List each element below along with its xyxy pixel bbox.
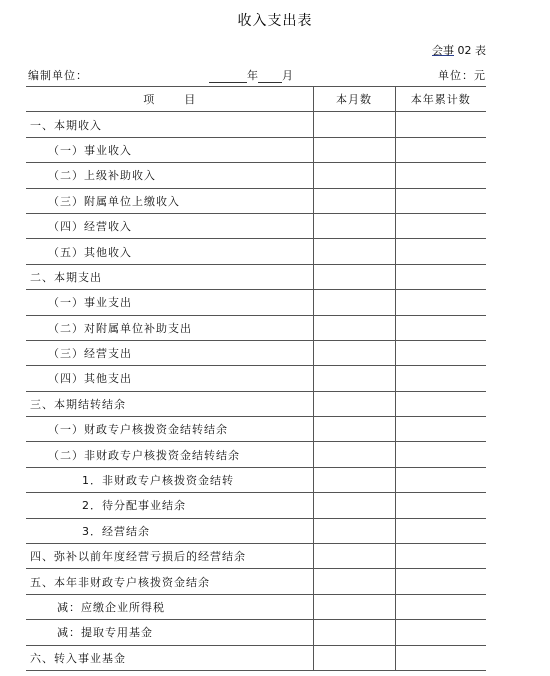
year-total-cell[interactable] <box>395 467 486 492</box>
year-total-cell[interactable] <box>395 112 486 137</box>
table-row <box>26 594 486 619</box>
month-amount-cell[interactable] <box>313 493 395 518</box>
table-row <box>26 137 486 162</box>
month-amount-cell[interactable] <box>313 518 395 543</box>
row-label: 四、弥补以前年度经营亏损后的经营结余 <box>26 544 313 569</box>
month-amount-cell[interactable] <box>313 340 395 365</box>
table-row <box>26 518 486 543</box>
row-label: 3．经营结余 <box>26 518 313 543</box>
year-total-cell[interactable] <box>395 620 486 645</box>
table-header-row <box>26 87 486 112</box>
month-amount-cell[interactable] <box>313 620 395 645</box>
month-amount-cell[interactable] <box>313 544 395 569</box>
table-row <box>26 417 486 442</box>
month-amount-cell[interactable] <box>313 417 395 442</box>
month-amount-cell[interactable] <box>313 442 395 467</box>
table-row <box>26 112 486 137</box>
table-row <box>26 442 486 467</box>
row-label: （四）经营收入 <box>26 213 313 238</box>
year-total-cell[interactable] <box>395 264 486 289</box>
form-number <box>432 42 486 58</box>
income-expense-table <box>26 86 486 671</box>
table-row <box>26 163 486 188</box>
table-row <box>26 340 486 365</box>
form-code: 会事 <box>432 44 454 57</box>
month-amount-cell[interactable] <box>313 163 395 188</box>
year-total-cell[interactable] <box>395 518 486 543</box>
row-label: （五）其他收入 <box>26 239 313 264</box>
month-amount-cell[interactable] <box>313 569 395 594</box>
month-amount-cell[interactable] <box>313 391 395 416</box>
row-label: （一）财政专户核拨资金结转结余 <box>26 417 313 442</box>
form-suffix: 表 <box>475 44 486 57</box>
table-row <box>26 493 486 518</box>
month-amount-cell[interactable] <box>313 467 395 492</box>
year-total-cell[interactable] <box>395 213 486 238</box>
table-row <box>26 239 486 264</box>
table-row <box>26 366 486 391</box>
month-amount-cell[interactable] <box>313 188 395 213</box>
row-label: 一、本期收入 <box>26 112 313 137</box>
row-label: 减：应缴企业所得税 <box>26 594 313 619</box>
column-header-item: 项 目 <box>26 87 313 112</box>
year-total-cell[interactable] <box>395 493 486 518</box>
column-header-month: 本月数 <box>313 87 395 112</box>
table-row <box>26 264 486 289</box>
table-row <box>26 290 486 315</box>
month-amount-cell[interactable] <box>313 213 395 238</box>
org-label: 编制单位： <box>28 69 88 82</box>
year-total-cell[interactable] <box>395 417 486 442</box>
table-row <box>26 645 486 670</box>
table-row <box>26 569 486 594</box>
month-amount-cell[interactable] <box>313 239 395 264</box>
month-amount-cell[interactable] <box>313 315 395 340</box>
row-label: 二、本期支出 <box>26 264 313 289</box>
table-row <box>26 544 486 569</box>
year-blank <box>209 70 247 83</box>
row-label: 1．非财政专户核拨资金结转 <box>26 467 313 492</box>
table-row <box>26 315 486 340</box>
form-number-value: 02 <box>457 44 472 57</box>
table-row <box>26 188 486 213</box>
month-amount-cell[interactable] <box>313 137 395 162</box>
month-amount-cell[interactable] <box>313 645 395 670</box>
row-label: （三）经营支出 <box>26 340 313 365</box>
row-label: （四）其他支出 <box>26 366 313 391</box>
table-row <box>26 213 486 238</box>
month-amount-cell[interactable] <box>313 264 395 289</box>
table-row <box>26 620 486 645</box>
row-label: （二）上级补助收入 <box>26 163 313 188</box>
row-label: （一）事业收入 <box>26 137 313 162</box>
year-total-cell[interactable] <box>395 188 486 213</box>
unit-label: 单位：元 <box>438 69 486 82</box>
month-amount-cell[interactable] <box>313 366 395 391</box>
table-row <box>26 467 486 492</box>
year-total-cell[interactable] <box>395 594 486 619</box>
row-label: （二）非财政专户核拨资金结转结余 <box>26 442 313 467</box>
row-label: 减：提取专用基金 <box>26 620 313 645</box>
row-label: （二）对附属单位补助支出 <box>26 315 313 340</box>
row-label: 六、转入事业基金 <box>26 645 313 670</box>
report-meta <box>28 67 486 83</box>
year-total-cell[interactable] <box>395 137 486 162</box>
column-header-year-total: 本年累计数 <box>395 87 486 112</box>
year-total-cell[interactable] <box>395 290 486 315</box>
row-label: （一）事业支出 <box>26 290 313 315</box>
year-total-cell[interactable] <box>395 569 486 594</box>
table-row <box>26 391 486 416</box>
year-total-cell[interactable] <box>395 340 486 365</box>
year-total-cell[interactable] <box>395 645 486 670</box>
row-label: 五、本年非财政专户核拨资金结余 <box>26 569 313 594</box>
year-total-cell[interactable] <box>395 544 486 569</box>
row-label: （三）附属单位上缴收入 <box>26 188 313 213</box>
month-amount-cell[interactable] <box>313 112 395 137</box>
month-blank <box>258 70 282 83</box>
year-total-cell[interactable] <box>395 391 486 416</box>
month-amount-cell[interactable] <box>313 594 395 619</box>
year-total-cell[interactable] <box>395 315 486 340</box>
report-title: 收入支出表 <box>237 13 313 29</box>
year-total-cell[interactable] <box>395 366 486 391</box>
month-amount-cell[interactable] <box>313 290 395 315</box>
year-total-cell[interactable] <box>395 239 486 264</box>
year-total-cell[interactable] <box>395 163 486 188</box>
report-date <box>209 67 293 83</box>
year-label: 年 <box>247 69 258 82</box>
row-label: 三、本期结转结余 <box>26 391 313 416</box>
month-label: 月 <box>282 69 293 82</box>
row-label: 2．待分配事业结余 <box>26 493 313 518</box>
year-total-cell[interactable] <box>395 442 486 467</box>
